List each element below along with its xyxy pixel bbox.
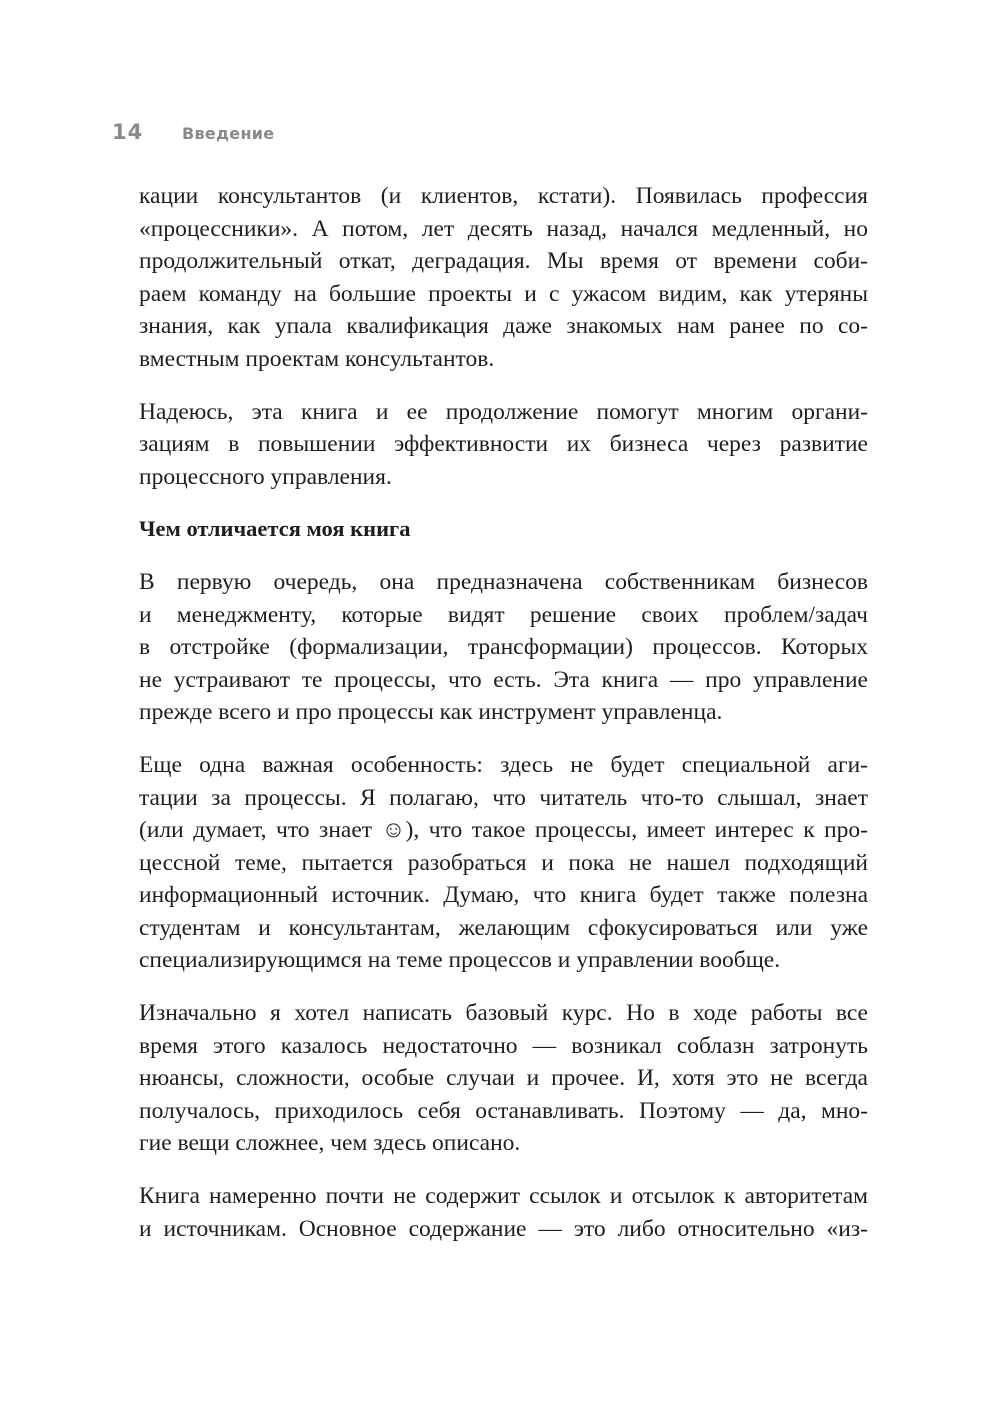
text-line: процессного управления.	[139, 463, 392, 490]
paragraph-4	[139, 749, 868, 977]
text-line: «процессники». А потом, лет десять назад, начался медленный, но	[139, 215, 868, 242]
text-line: в отстройке (формализации, трансформации) процессов. Которых	[139, 634, 868, 661]
text-line: цессной теме, пытается разобраться и пока не нашел подходящий	[139, 849, 868, 876]
text-line: гие вещи сложнее, чем здесь описано.	[139, 1130, 521, 1157]
text-line: (или думает, что знает ☺), что такое процессы, имеет интерес к про-	[139, 817, 868, 844]
text-line: информационный источник. Думаю, что книга будет также полезна	[139, 882, 868, 909]
text-line: и менеджменту, которые видят решение своих проблем/задач	[139, 601, 868, 628]
paragraph-2	[139, 396, 868, 494]
text-line: Еще одна важная особенность: здесь не будет специальной аги-	[139, 751, 868, 778]
paragraph-5	[139, 997, 868, 1160]
text-line: и источникам. Основное содержание — это либо относительно «из-	[139, 1215, 868, 1242]
text-line: не устраивают те процессы, что есть. Эта книга — про управление	[139, 666, 868, 693]
section-title: Введение	[182, 124, 275, 143]
text-line: Надеюсь, эта книга и ее продолжение помогут многим органи-	[139, 398, 868, 425]
text-line: раем команду на большие проекты и с ужасом видим, как утеряны	[139, 280, 868, 307]
paragraph-3	[139, 566, 868, 729]
text-line: нюансы, сложности, особые случаи и прочее. И, хотя это не всегда	[139, 1065, 868, 1092]
text-line: кации консультантов (и клиентов, кстати). Появилась профессия	[139, 183, 868, 209]
text-line: тации за процессы. Я полагаю, что читатель что-то слышал, знает	[139, 784, 868, 811]
text-line: Книга намеренно почти не содержит ссылок и отсылок к авторитетам	[139, 1183, 868, 1210]
text-line: студентам и консультантам, желающим сфокусироваться или уже	[139, 914, 868, 941]
text-line: Изначально я хотел написать базовый курс. Но в ходе работы все	[139, 1000, 868, 1027]
text-line: время этого казалось недостаточно — возникал соблазн затронуть	[139, 1032, 868, 1059]
paragraph-6	[139, 1180, 868, 1245]
body-text	[139, 180, 868, 1265]
text-line: знания, как упала квалификация даже знакомых нам ранее по со-	[139, 313, 868, 340]
text-line: прежде всего и про процессы как инструмент управленца.	[139, 699, 723, 726]
text-line: продолжительный откат, деградация. Мы время от времени соби-	[139, 248, 868, 275]
page-number: 14	[112, 120, 144, 144]
text-line: специализирующимся на теме процессов и управлении вообще.	[139, 947, 781, 974]
text-line: зациям в повышении эффективности их бизнеса через развитие	[139, 431, 868, 458]
running-head	[112, 120, 274, 150]
section-subheading: Чем отличается моя книга	[139, 516, 411, 542]
paragraph-1	[139, 180, 868, 376]
text-line: вместным проектам консультантов.	[139, 345, 495, 372]
text-line: В первую очередь, она предназначена собственникам бизнесов	[139, 568, 868, 595]
text-line: получалось, приходилось себя останавливать. Поэтому — да, мно-	[139, 1097, 868, 1124]
